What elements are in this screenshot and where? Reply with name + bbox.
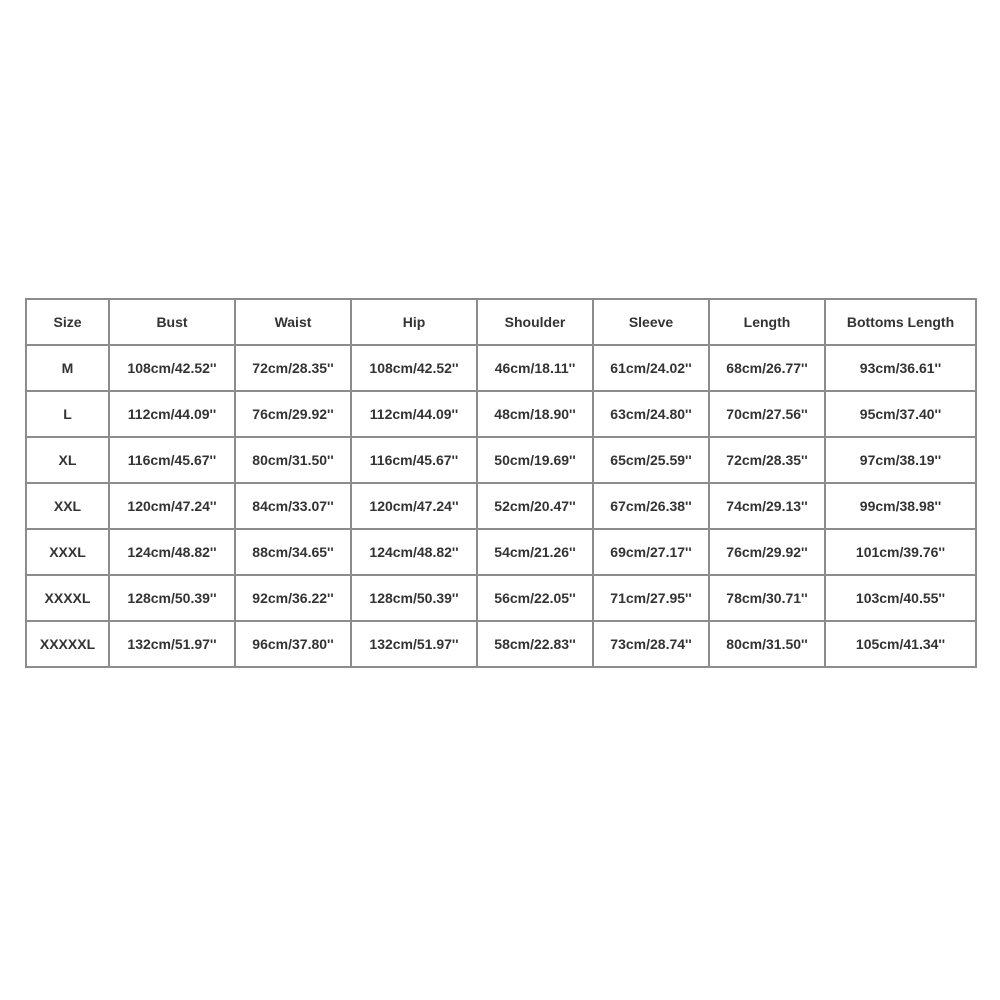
cell-length: 74cm/29.13'' (709, 483, 825, 529)
cell-length: 76cm/29.92'' (709, 529, 825, 575)
cell-sleeve: 69cm/27.17'' (593, 529, 709, 575)
cell-length: 70cm/27.56'' (709, 391, 825, 437)
cell-hip: 132cm/51.97'' (351, 621, 477, 667)
table-row (26, 345, 976, 391)
cell-bust: 112cm/44.09'' (109, 391, 235, 437)
header-sleeve: Sleeve (593, 299, 709, 345)
table-row (26, 483, 976, 529)
cell-shoulder: 58cm/22.83'' (477, 621, 593, 667)
table-row (26, 621, 976, 667)
cell-waist: 72cm/28.35'' (235, 345, 351, 391)
header-size: Size (26, 299, 109, 345)
cell-shoulder: 50cm/19.69'' (477, 437, 593, 483)
cell-sleeve: 65cm/25.59'' (593, 437, 709, 483)
cell-size: XXXXL (26, 575, 109, 621)
cell-hip: 128cm/50.39'' (351, 575, 477, 621)
cell-bust: 132cm/51.97'' (109, 621, 235, 667)
header-waist: Waist (235, 299, 351, 345)
table-row (26, 391, 976, 437)
cell-size: XXL (26, 483, 109, 529)
cell-waist: 96cm/37.80'' (235, 621, 351, 667)
cell-size: L (26, 391, 109, 437)
cell-waist: 84cm/33.07'' (235, 483, 351, 529)
cell-length: 72cm/28.35'' (709, 437, 825, 483)
cell-bottoms-length: 99cm/38.98'' (825, 483, 976, 529)
size-chart-table (25, 298, 977, 668)
cell-hip: 112cm/44.09'' (351, 391, 477, 437)
cell-size: XXXXXL (26, 621, 109, 667)
cell-hip: 108cm/42.52'' (351, 345, 477, 391)
cell-bust: 124cm/48.82'' (109, 529, 235, 575)
cell-bust: 116cm/45.67'' (109, 437, 235, 483)
cell-waist: 76cm/29.92'' (235, 391, 351, 437)
cell-shoulder: 46cm/18.11'' (477, 345, 593, 391)
cell-sleeve: 67cm/26.38'' (593, 483, 709, 529)
cell-bottoms-length: 97cm/38.19'' (825, 437, 976, 483)
header-hip: Hip (351, 299, 477, 345)
cell-shoulder: 56cm/22.05'' (477, 575, 593, 621)
cell-sleeve: 63cm/24.80'' (593, 391, 709, 437)
cell-shoulder: 52cm/20.47'' (477, 483, 593, 529)
cell-hip: 116cm/45.67'' (351, 437, 477, 483)
cell-size: XL (26, 437, 109, 483)
header-length: Length (709, 299, 825, 345)
cell-shoulder: 54cm/21.26'' (477, 529, 593, 575)
cell-bust: 108cm/42.52'' (109, 345, 235, 391)
cell-sleeve: 73cm/28.74'' (593, 621, 709, 667)
cell-waist: 80cm/31.50'' (235, 437, 351, 483)
header-bottoms-length: Bottoms Length (825, 299, 976, 345)
cell-bottoms-length: 103cm/40.55'' (825, 575, 976, 621)
cell-bottoms-length: 105cm/41.34'' (825, 621, 976, 667)
cell-bottoms-length: 101cm/39.76'' (825, 529, 976, 575)
cell-hip: 124cm/48.82'' (351, 529, 477, 575)
cell-waist: 88cm/34.65'' (235, 529, 351, 575)
cell-shoulder: 48cm/18.90'' (477, 391, 593, 437)
cell-sleeve: 61cm/24.02'' (593, 345, 709, 391)
header-shoulder: Shoulder (477, 299, 593, 345)
table-row (26, 529, 976, 575)
cell-hip: 120cm/47.24'' (351, 483, 477, 529)
table-row (26, 437, 976, 483)
cell-length: 80cm/31.50'' (709, 621, 825, 667)
header-bust: Bust (109, 299, 235, 345)
cell-size: M (26, 345, 109, 391)
cell-bust: 128cm/50.39'' (109, 575, 235, 621)
cell-length: 78cm/30.71'' (709, 575, 825, 621)
header-row (26, 299, 976, 345)
cell-sleeve: 71cm/27.95'' (593, 575, 709, 621)
cell-bottoms-length: 93cm/36.61'' (825, 345, 976, 391)
table-row (26, 575, 976, 621)
cell-bust: 120cm/47.24'' (109, 483, 235, 529)
cell-waist: 92cm/36.22'' (235, 575, 351, 621)
cell-length: 68cm/26.77'' (709, 345, 825, 391)
cell-bottoms-length: 95cm/37.40'' (825, 391, 976, 437)
cell-size: XXXL (26, 529, 109, 575)
